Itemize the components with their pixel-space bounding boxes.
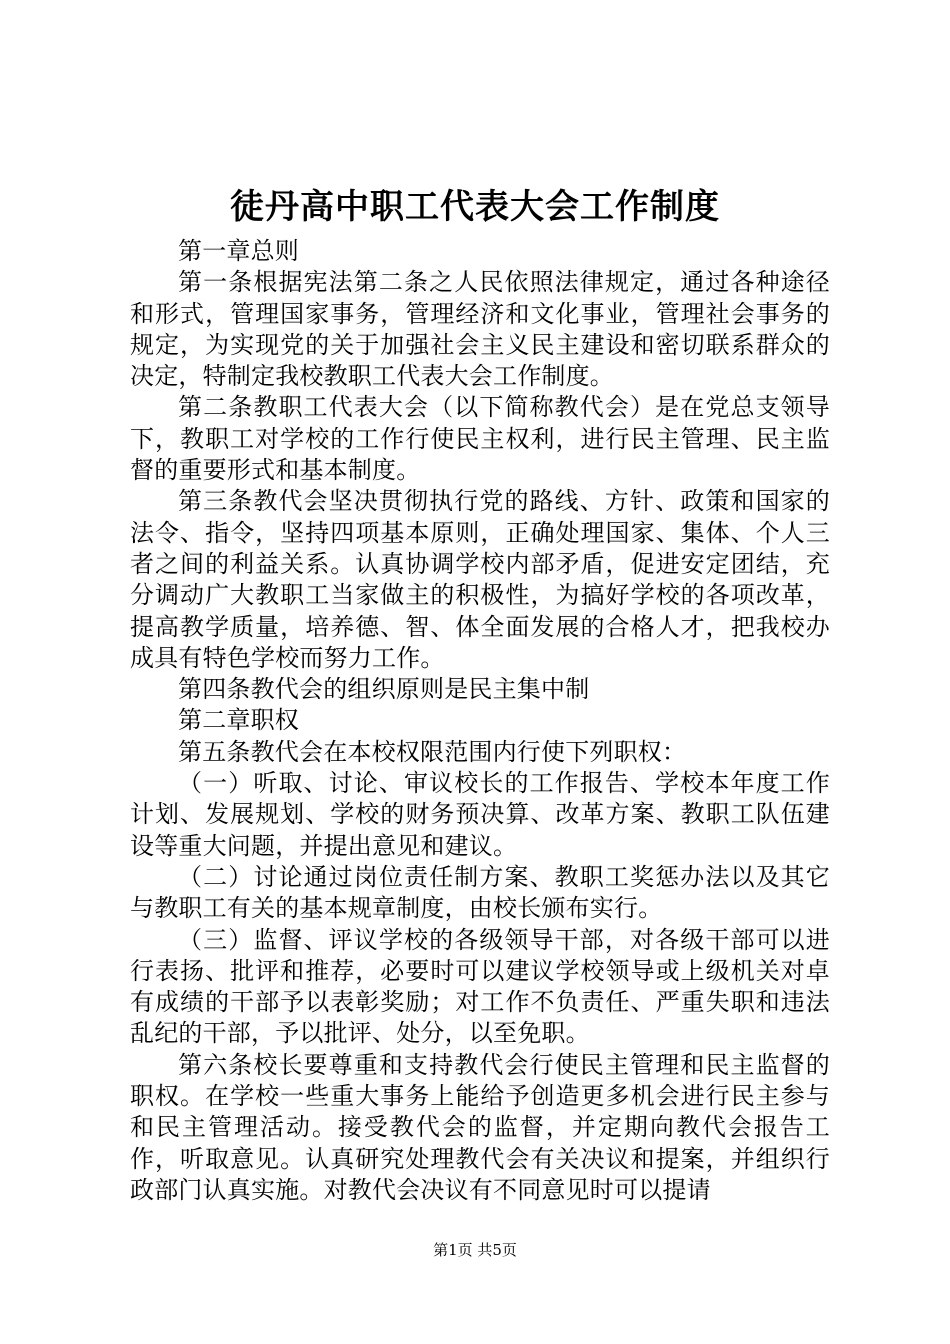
article-paragraph: 第一条根据宪法第二条之人民依照法律规定，通过各种途径和形式，管理国家事务，管理经济和文化事业，管理社会事务的规定，为实现党的关于加强社会主义民主建设和密切联系群众的决定，特制定我校教职工代表大会工作制度。 bbox=[130, 268, 830, 391]
article-paragraph: 第五条教代会在本校权限范围内行使下列职权： bbox=[178, 737, 687, 766]
page-footer: 第1页 共5页 bbox=[433, 1241, 517, 1259]
article-paragraph: 第四条教代会的组织原则是民主集中制 bbox=[178, 675, 590, 704]
document-body bbox=[130, 236, 830, 1206]
article-paragraph: 第六条校长要尊重和支持教代会行使民主管理和民主监督的职权。在学校一些重大事务上能给予创造更多机会进行民主参与和民主管理活动。接受教代会的监督，并定期向教代会报告工作，听取意见。认真研究处理教代会有关决议和提案，并组织行政部门认真实施。对教代会决议有不同意见时可以提请 bbox=[130, 1050, 830, 1204]
article-paragraph: 第二条教职工代表大会（以下简称教代会）是在党总支领导下，教职工对学校的工作行使民主权利，进行民主管理、民主监督的重要形式和基本制度。 bbox=[130, 393, 830, 485]
article-paragraph: 第三条教代会坚决贯彻执行党的路线、方针、政策和国家的法令、指令，坚持四项基本原则，正确处理国家、集体、个人三者之间的利益关系。认真协调学校内部矛盾，促进安定团结，充分调动广大教职工当家做主的积极性，为搞好学校的各项改革，提高教学质量，培养德、智、体全面发展的合格人才，把我校办成具有特色学校而努力工作。 bbox=[130, 487, 830, 672]
list-item: （三）监督、评议学校的各级领导干部，对各级干部可以进行表扬、批评和推荐，必要时可以建议学校领导或上级机关对卓有成绩的干部予以表彰奖励；对工作不负责任、严重失职和违法乱纪的干部，予以批评、处分，以至免职。 bbox=[130, 925, 830, 1048]
list-item: （一）听取、讨论、审议校长的工作报告、学校本年度工作计划、发展规划、学校的财务预决算、改革方案、教职工队伍建设等重大问题，并提出意见和建议。 bbox=[130, 769, 830, 860]
document-title: 徒丹高中职工代表大会工作制度 bbox=[230, 187, 720, 227]
chapter-heading: 第二章职权 bbox=[178, 706, 299, 735]
list-item: （二）讨论通过岗位责任制方案、教职工奖惩办法以及其它与教职工有关的基本规章制度，由校长颁布实行。 bbox=[130, 862, 830, 923]
chapter-heading: 第一章总则 bbox=[178, 237, 299, 265]
